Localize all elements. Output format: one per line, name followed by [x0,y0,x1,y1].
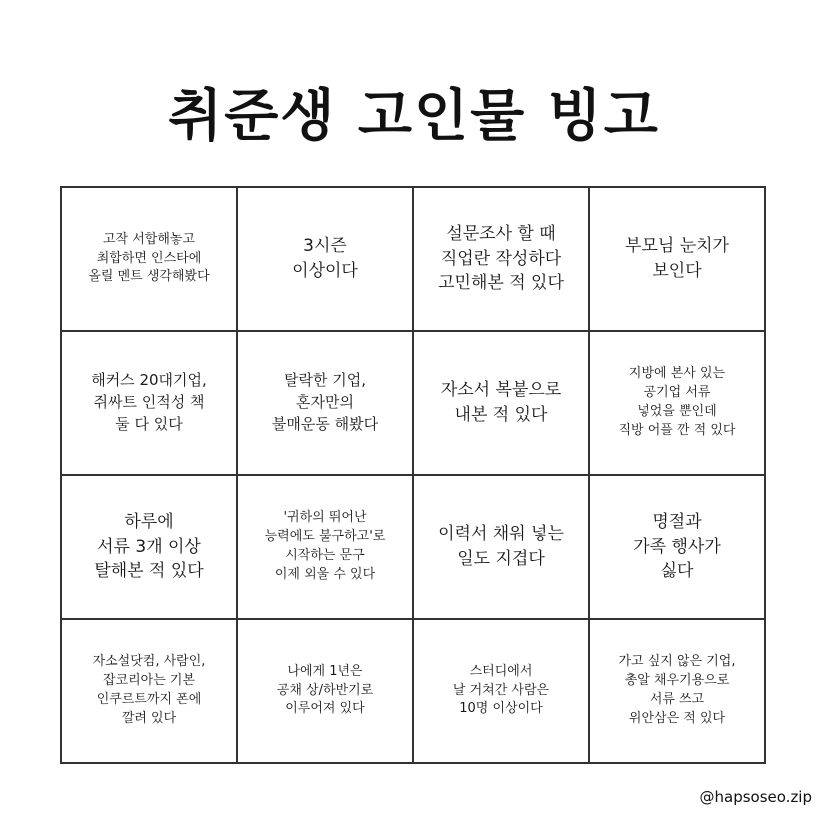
credit-handle: @hapsoseo.zip [699,788,812,806]
bingo-cell-text: 하루에 서류 3개 이상 탈해본 적 있다 [94,512,204,582]
bingo-cell-text: 가고 싶지 않은 기업, 총알 채우기용으로 서류 쓰고 위안삼은 적 있다 [618,654,736,726]
bingo-cell-text: 자소설닷컴, 사람인, 잡코리아는 기본 인쿠르트까지 폰에 깔려 있다 [92,654,206,726]
bingo-cell [414,188,590,332]
bingo-cell-text: 고작 서합해놓고 최합하면 인스타에 올릴 멘트 생각해봤다 [88,231,210,285]
bingo-cell [238,188,414,332]
bingo-cell-text: 부모님 눈치가 보인다 [625,236,729,281]
bingo-cell-text: 자소서 복붙으로 내본 적 있다 [440,380,562,425]
bingo-cell [590,620,766,764]
bingo-cell-text: 나에게 1년은 공채 상/하반기로 이루어져 있다 [276,663,374,717]
bingo-cell [238,332,414,476]
bingo-cell-text: 탈락한 기업, 혼자만의 불매운동 해봤다 [271,371,379,433]
bingo-cell-text: 이력서 채워 넣는 일도 지겹다 [438,524,564,569]
bingo-cell-text: '귀하의 뛰어난 능력에도 불구하고'로 시작하는 문구 이제 외울 수 있다 [264,510,386,582]
bingo-cell [590,476,766,620]
bingo-grid [60,186,766,764]
bingo-cell [62,188,238,332]
bingo-cell [414,620,590,764]
bingo-cell-text: 해커스 20대기업, 쥐싸트 인적성 책 둘 다 있다 [91,371,207,433]
bingo-cell-text: 스터디에서 날 거쳐간 사람은 10명 이상이다 [452,663,550,717]
bingo-cell [62,332,238,476]
page-title: 취준생 고인물 빙고 [168,84,660,149]
bingo-cell [590,332,766,476]
bingo-cell-text: 3시즌 이상이다 [292,236,358,281]
bingo-cell [414,332,590,476]
bingo-cell [238,620,414,764]
bingo-cell [62,476,238,620]
bingo-cell-text: 지방에 본사 있는 공기업 서류 넣었을 뿐인데 직방 어플 깐 적 있다 [618,366,736,438]
bingo-cell [62,620,238,764]
bingo-cell-text: 명절과 가족 행사가 싫다 [633,512,721,582]
bingo-cell [590,188,766,332]
bingo-cell [238,476,414,620]
bingo-cell [414,476,590,620]
bingo-cell-text: 설문조사 할 때 직업란 작성하다 고민해본 적 있다 [438,224,564,294]
